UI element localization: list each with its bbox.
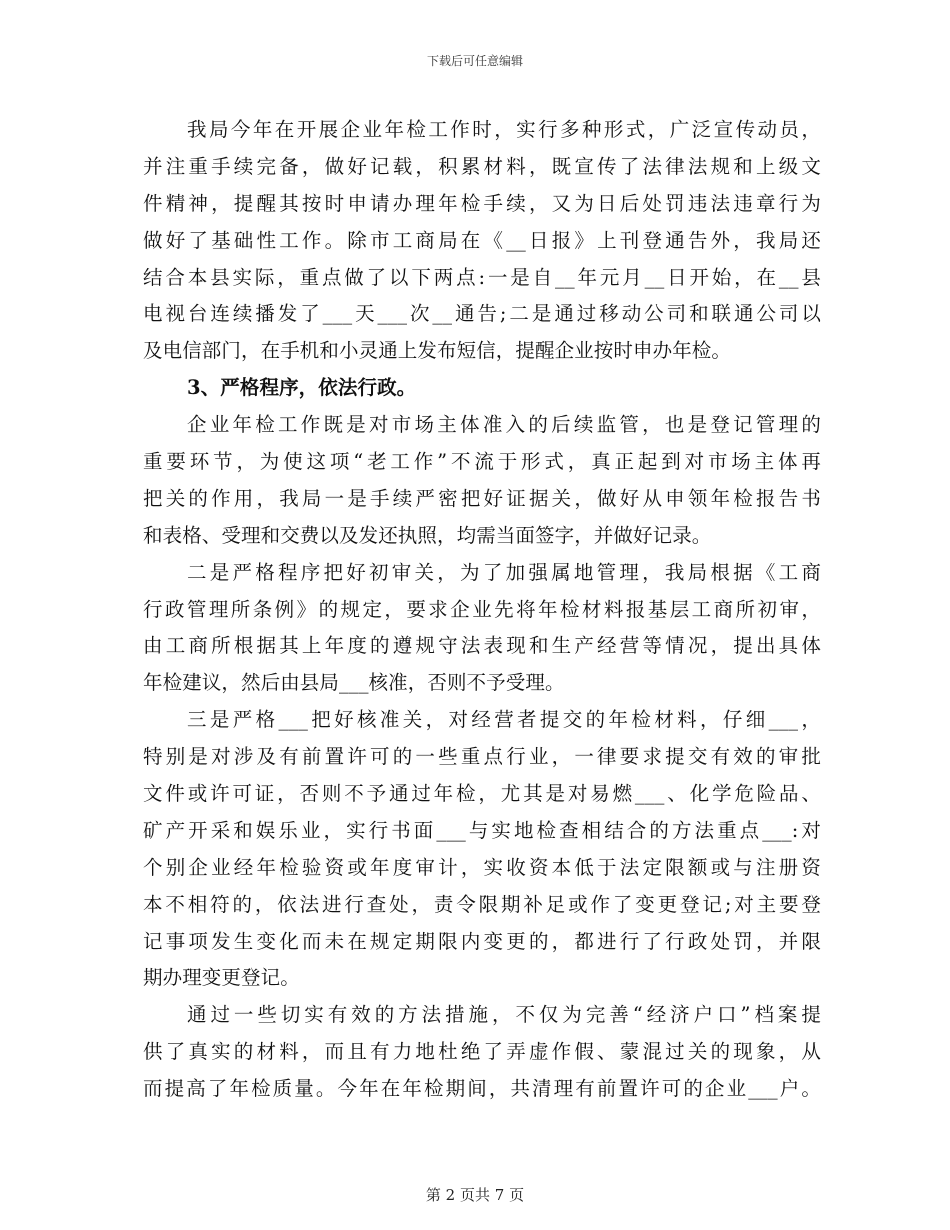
- text-line: 三是严格___把好核准关，对经营者提交的年检材料，仔细___，: [187, 708, 821, 732]
- text-line: 重要环节，为使这项“老工作”不流于形式，真正起到对市场主体再: [143, 450, 821, 474]
- text-line: 电视台连续播发了___天___次__通告;二是通过移动公司和联通公司以: [143, 302, 821, 326]
- text-line: 和表格、受理和交费以及发还执照，均需当面签字，并做好记录。: [143, 523, 712, 547]
- text-line: 期办理变更登记。: [143, 966, 300, 990]
- page-footer: 第 2 页共 7 页: [425, 1186, 525, 1204]
- text-line: 矿产开采和娱乐业，实行书面___与实地检查相结合的方法重点___:对: [143, 818, 821, 842]
- text-line: 结合本县实际，重点做了以下两点:一是自__年元月__日开始，在__县: [143, 265, 821, 289]
- text-line: 本不相符的，依法进行查处，责令限期补足或作了变更登记;对主要登: [143, 892, 821, 916]
- text-line: 记事项发生变化而未在规定期限内变更的，都进行了行政处罚，并限: [143, 929, 821, 953]
- text-line: 年检建议，然后由县局___核准，否则不予受理。: [143, 671, 565, 695]
- text-line: 并注重手续完备，做好记载，积累材料，既宣传了法律法规和上级文: [143, 154, 821, 178]
- text-line: 件精神，提醒其按时申请办理年检手续，又为日后处罚违法违章行为: [143, 191, 821, 215]
- text-line: 我局今年在开展企业年检工作时，实行多种形式，广泛宣传动员，: [187, 118, 821, 141]
- text-line: 及电信部门，在手机和小灵通上发布短信，提醒企业按时申办年检。: [143, 339, 732, 363]
- text-line: 个别企业经年检验资或年度审计，实收资本低于法定限额或与注册资: [143, 855, 821, 879]
- text-line: 企业年检工作既是对市场主体准入的后续监管，也是登记管理的: [187, 413, 821, 437]
- text-line: 做好了基础性工作。除市工商局在《__日报》上刊登通告外，我局还: [143, 228, 821, 252]
- text-line: 通过一些切实有效的方法措施，不仅为完善“经济户口”档案提: [187, 1003, 821, 1027]
- text-line: 文件或许可证，否则不予通过年检，尤其是对易燃___、化学危险品、: [143, 782, 821, 806]
- section-heading: 3、严格程序，依法行政。: [187, 376, 417, 400]
- text-line: 特别是对涉及有前置许可的一些重点行业，一律要求提交有效的审批: [143, 745, 821, 769]
- text-line: 行政管理所条例》的规定，要求企业先将年检材料报基层工商所初审，: [143, 597, 821, 621]
- page-header: 下载后可任意编辑: [426, 54, 523, 68]
- text-line: 而提高了年检质量。今年在年检期间，共清理有前置许可的企业___户。: [143, 1077, 821, 1101]
- text-line: 把关的作用，我局一是手续严密把好证据关，做好从申领年检报告书: [143, 486, 821, 510]
- text-line: 由工商所根据其上年度的遵规守法表现和生产经营等情况，提出具体: [143, 634, 821, 658]
- text-line: 二是严格程序把好初审关，为了加强属地管理，我局根据《工商: [187, 560, 821, 584]
- document-body: [143, 112, 821, 1108]
- text-line: 供了真实的材料，而且有力地杜绝了弄虚作假、蒙混过关的现象，从: [143, 1040, 821, 1064]
